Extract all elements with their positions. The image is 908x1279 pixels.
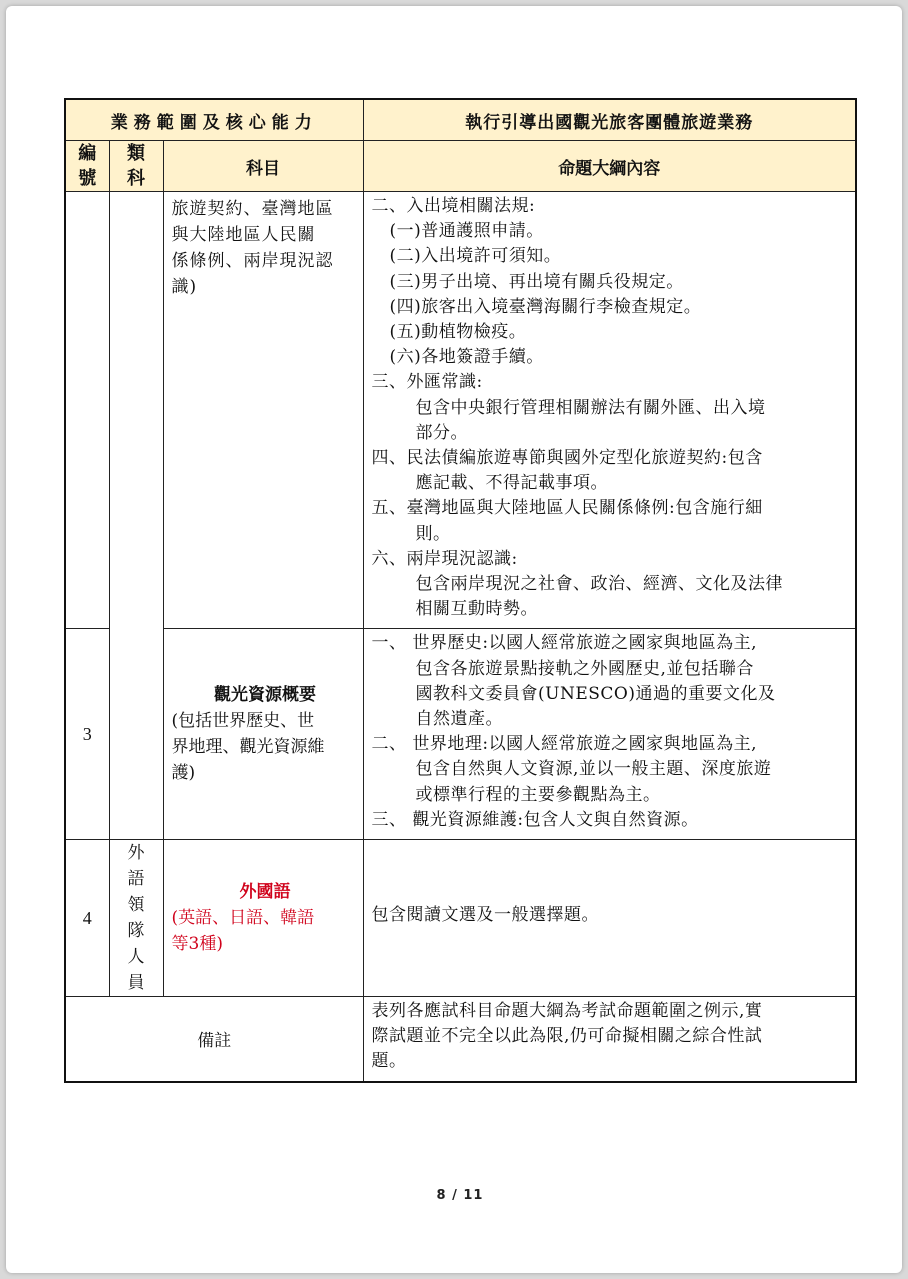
outline-cell xyxy=(363,192,856,629)
category-char: 隊 xyxy=(127,921,145,942)
outline-line: 五、臺灣地區與大陸地區人民關係條例:包含施行細 xyxy=(371,498,763,519)
outline-lines xyxy=(372,631,850,833)
subject-note-line: 等3種) xyxy=(171,934,223,955)
header-row-sub xyxy=(65,141,856,192)
outline-line: 三、外匯常識: xyxy=(371,372,483,393)
subject-cell xyxy=(163,192,363,629)
outline-line: (六)各地簽證手續。 xyxy=(389,347,544,368)
col-category-header xyxy=(109,141,163,192)
note-label: 備註 xyxy=(65,997,363,1082)
category-char: 外 xyxy=(127,843,145,864)
subject-note-line: 護) xyxy=(171,763,196,784)
outline-line: 包含各旅遊景點接軌之外國歷史,並包括聯合 xyxy=(415,658,754,679)
outline-line: 自然遺產。 xyxy=(415,709,503,730)
note-line: 題。 xyxy=(371,1051,407,1072)
outline-line: 或標準行程的主要參觀點為主。 xyxy=(415,784,661,805)
outline-line: (一)普通護照申請。 xyxy=(389,221,544,242)
page-number: 8 / 11 xyxy=(436,1188,484,1203)
outline-line: 包含自然與人文資源,並以一般主題、深度旅遊 xyxy=(415,759,772,780)
subject-line: 旅遊契約、臺灣地區 xyxy=(171,199,334,219)
outline-line: 二、入出境相關法規: xyxy=(371,196,536,216)
table-row-continued xyxy=(65,192,856,629)
note-row xyxy=(65,997,856,1082)
outline-line: 應記載、不得記載事項。 xyxy=(415,473,608,494)
note-line: 際試題並不完全以此為限,仍可命擬相關之綜合性試 xyxy=(371,1026,763,1047)
subject-note-line: (包括世界歷史、世 xyxy=(171,711,315,732)
outline-line: 一、 世界歷史:以國人經常旅遊之國家與地區為主, xyxy=(371,633,758,654)
col-category-char-1: 類 xyxy=(127,143,145,164)
business-header: 執行引導出國觀光旅客團體旅遊業務 xyxy=(363,99,856,141)
subject-cell xyxy=(163,840,363,997)
outline-line: 四、民法債編旅遊專節與國外定型化旅遊契約:包含 xyxy=(371,448,763,469)
table-row-4 xyxy=(65,840,856,997)
subject-line: 係條例、兩岸現況認 xyxy=(171,251,334,271)
note-line: 表列各應試科目命題大綱為考試命題範圍之例示,實 xyxy=(371,1001,763,1022)
category-char: 領 xyxy=(127,895,145,916)
col-subject-header: 科目 xyxy=(163,141,363,192)
subject-line: 識) xyxy=(171,277,198,297)
header-row-top xyxy=(65,99,856,141)
col-number-char-2: 號 xyxy=(78,168,97,189)
col-category-char-2: 科 xyxy=(127,168,145,189)
outline-line: 包含兩岸現況之社會、政治、經濟、文化及法律 xyxy=(415,574,783,595)
outline-line: 則。 xyxy=(415,523,451,544)
outline-line: 二、 世界地理:以國人經常旅遊之國家與地區為主, xyxy=(371,734,758,755)
outline-line: 六、兩岸現況認識: xyxy=(371,548,518,569)
col-number-header xyxy=(65,141,109,192)
outline-line: (五)動植物檢疫。 xyxy=(389,322,527,343)
subject-title: 外國語 xyxy=(239,882,291,903)
document-page xyxy=(6,6,902,1273)
category-char: 語 xyxy=(127,869,145,890)
outline-cell xyxy=(363,629,856,840)
subject-line: 與大陸地區人民關 xyxy=(171,225,316,245)
outline-line: (三)男子出境、再出境有關兵役規定。 xyxy=(389,271,684,292)
outline-line: (二)入出境許可須知。 xyxy=(389,246,562,267)
subject-note-line: 界地理、觀光資源維 xyxy=(171,737,325,758)
category-char: 員 xyxy=(127,973,145,994)
table-row-3 xyxy=(65,629,856,840)
exam-outline-table xyxy=(64,98,857,1083)
col-number-char-1: 編 xyxy=(78,143,97,164)
category-cell-empty xyxy=(109,192,163,840)
col-outline-header: 命題大綱內容 xyxy=(363,141,856,192)
subject-cell xyxy=(163,629,363,840)
number-cell-empty xyxy=(65,192,109,629)
subject-title: 觀光資源概要 xyxy=(214,685,316,706)
outline-lines xyxy=(372,194,850,622)
outline-line: 相關互動時勢。 xyxy=(415,599,538,620)
scope-header: 業務範圍及核心能力 xyxy=(65,99,363,141)
outline-line: 部分。 xyxy=(415,422,468,443)
row-number: 4 xyxy=(65,840,109,997)
category-char: 人 xyxy=(127,947,145,968)
outline-line: 包含中央銀行管理相關辦法有關外匯、出入境 xyxy=(415,397,766,418)
note-content xyxy=(363,997,856,1082)
category-cell xyxy=(109,840,163,997)
outline-line: 國教科文委員會(UNESCO)通過的重要文化及 xyxy=(415,683,776,704)
outline-line: 三、 觀光資源維護:包含人文與自然資源。 xyxy=(371,809,699,830)
outline-cell: 包含閱讀文選及一般選擇題。 xyxy=(363,840,856,997)
subject-note-line: (英語、日語、韓語 xyxy=(171,908,315,929)
outline-line: (四)旅客出入境臺灣海關行李檢查規定。 xyxy=(389,296,702,317)
row-number: 3 xyxy=(65,629,109,840)
